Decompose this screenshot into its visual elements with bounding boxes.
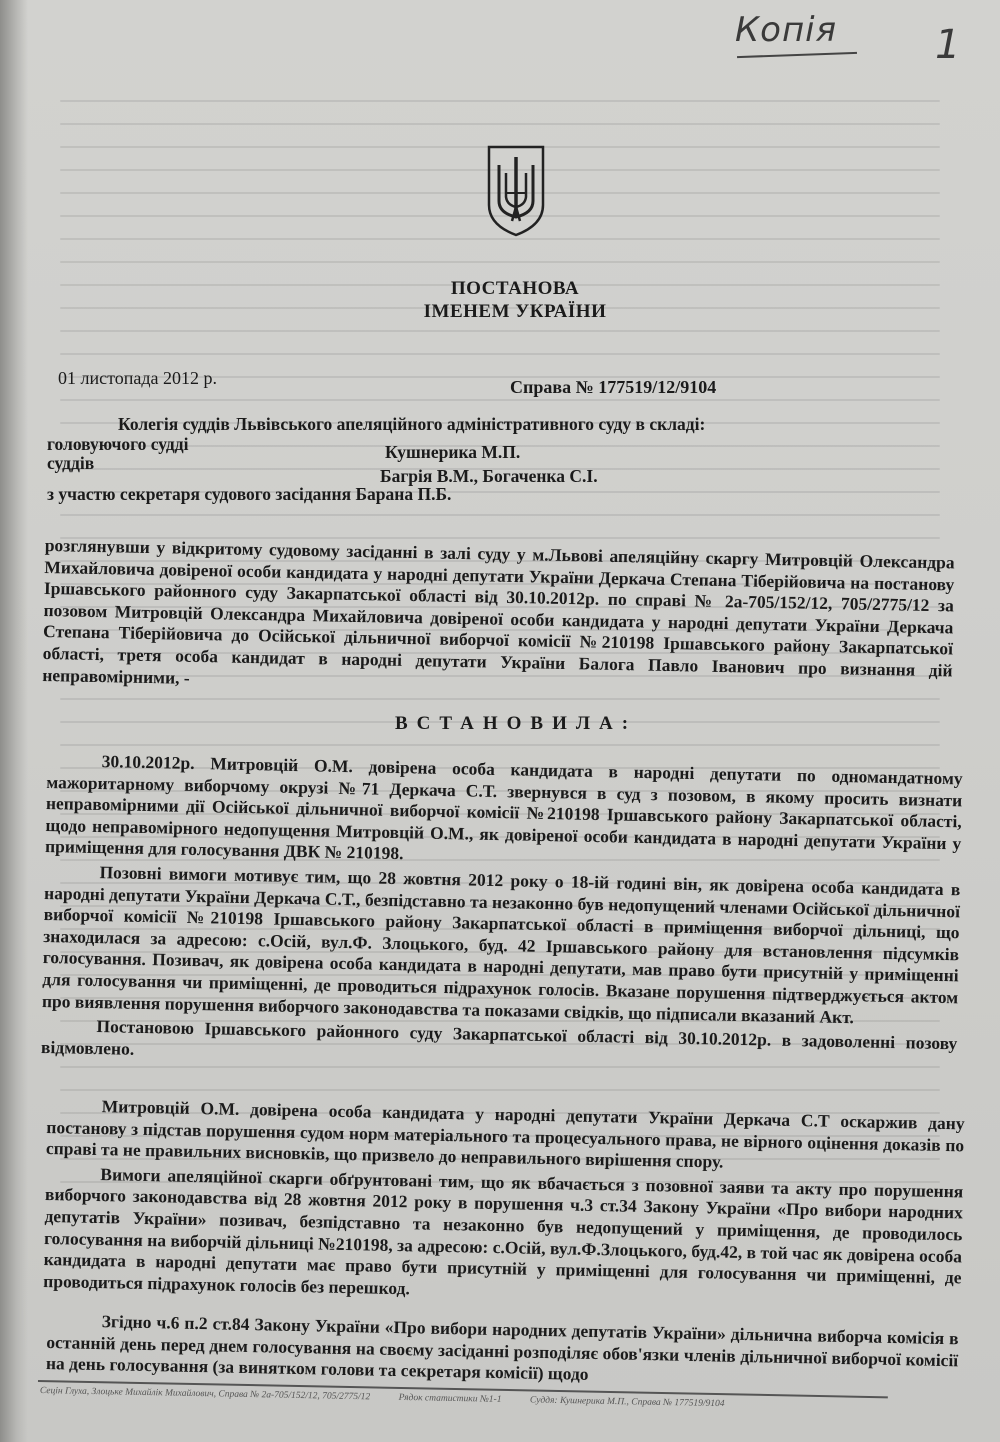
body-paragraph: Вимоги апеляційної скарги обґрунтовані тим, що як вбачається з позовної заяви та акту про порушення виборчого законодавства від 28 жовтня 2012 року в порушення ч.3 ст.34 Закону України «Про вибори народних депутатів України» позивач, безпідставно та незаконно був недопущений у приміщення, де проводилось голосування на виборчій дільниці №210198, за адресою: с.Осій, вул.Ф.Злоцького, буд.42, в той час як довірена особа кандидата в народні депутати має право бути присутній у приміщенні для голосування чи приміщенні, де проводиться підрахунок голосів без перешкод. [43,1163,964,1299]
decision-date: 01 листопада 2012 р. [58,368,218,388]
handwritten-annotation [735,6,985,76]
panel-intro: Колегія суддів Львівського апеляційного адміністративного суду в складі: [118,414,706,434]
section-heading: ВСТАНОВИЛА: [395,713,638,734]
body-paragraph: Митровцій О.М. довірена особа кандидата у народні депутати України Деркача С.Т оскаржив дану постанову з підстав порушення судом норм матеріального та процесуального права, не вірного оцінення доказів по справі та не правильних висновків, що призвело до неправильного вирішення спору. [45,1096,965,1172]
body-section-2 [43,1095,965,1314]
document-title: ПОСТАНОВА [450,278,580,299]
footer-middle: Рядок статистики №1-1 [398,1392,502,1405]
presiding-judge-label: головуючого судді [47,434,189,454]
handwritten-copy-mark: Копія [735,10,838,50]
case-number: Справа № 177519/12/9104 [510,377,717,397]
presiding-judge-name: Кушнерика М.П. [385,442,521,462]
coat-of-arms-icon [485,143,547,239]
considered-paragraph [42,535,955,707]
body-paragraph: 30.10.2012р. Митровцій О.М. довірена особа кандидата в народні депутати по одномандатному мажоритарному виборчому окрузі №71 Деркача С.Т. звернувся в суд з позовом, в якому просить визнати неправомірними дії Осійської дільничної виборчої комісії №210198 Іршавського району Закарпатської області, щодо неправомірного недопущення Митровцій О.М., як довіреної особи кандидата в народні депутати України у приміщення для голосування ДВК № 210198. [44,751,963,864]
handwritten-page-number: 1 [935,22,961,68]
body-section-1 [41,750,963,1080]
document-subtitle: ІМЕНЕМ УКРАЇНИ [423,301,607,322]
body-paragraph: Позовні вимоги мотивує тим, що 28 жовтня 2012 року о 18-ій годині він, як довірена особа кандидата в народні депутати України Деркача С.Т., безпідставно та незаконно був недопущений членами Осійської дільничної виборчої комісії №210198 Іршавського району Закарпатської області в приміщення виборчої дільниці, що знаходилася за адресою: с.Осій, вул.Ф. Злоцького, буд. 42 Іршавського району для встановлення підсумків голосування. Позивач, як довірена особа кандидата в народні депутати, мав право бути присутній у приміщенні для голосування чи приміщенні, де проводиться підрахунок голосів. Вказане порушення підтверджується актом про виявлення порушення виборчого законодавства та показами свідків, що підписали вказаний Акт. [41,862,961,1027]
handwritten-underline [737,52,857,58]
footer-left: Сецін Глуха, Злоцьке Михайлік Михайлович, Справа № 2а-705/152/12, 705/2775/12 [39,1386,371,1403]
secretary-line: з участю секретаря судового засідання Барана П.Б. [47,484,452,504]
scan-edge-shadow [0,0,28,1442]
judges-label: суддів [47,453,95,473]
judges-names: Багрія В.М., Богаченка С.І. [380,466,598,486]
considered-text: розглянувши у відкритому судовому засіданні в залі суду у м.Львові апеляційну скаргу Митровцій Олександра Михайловича довіреної особи кандидата у народні депутати України Деркача Степана Тіберійовича на постанову Іршавського районного суду Закарпатської області від 30.10.2012р. по справі № 2а-705/152/12, 705/2775/12 за позовом Митровцій Олександра Михайловича довіреної особи кандидата у народні депутати України Деркача Степана Тіберійовича до Осійської дільничної виборчої комісії №210198 Іршавського району Закарпатської області, третя особа кандидат в народні депутати України Балога Павло Іванович про визнання дій неправомірними, - [42,535,955,688]
footer-right: Суддя: Кушнерика М.П., Справа № 177519/9104 [529,1395,725,1410]
body-paragraph: Постановою Іршавського районного суду Закарпатської області від 30.10.2012р. в задоволенні позову відмовлено. [40,1016,958,1059]
body-paragraph: Згідно ч.6 п.2 ст.84 Закону України «Про вибори народних депутатів України» дільнична виборча комісія в останній день перед днем голосування на своєму засіданні розподіляє обов'язки членів дільничної виборчої комісії на день голосування (за винятком голови та секретаря комісії) щодо [45,1311,959,1385]
